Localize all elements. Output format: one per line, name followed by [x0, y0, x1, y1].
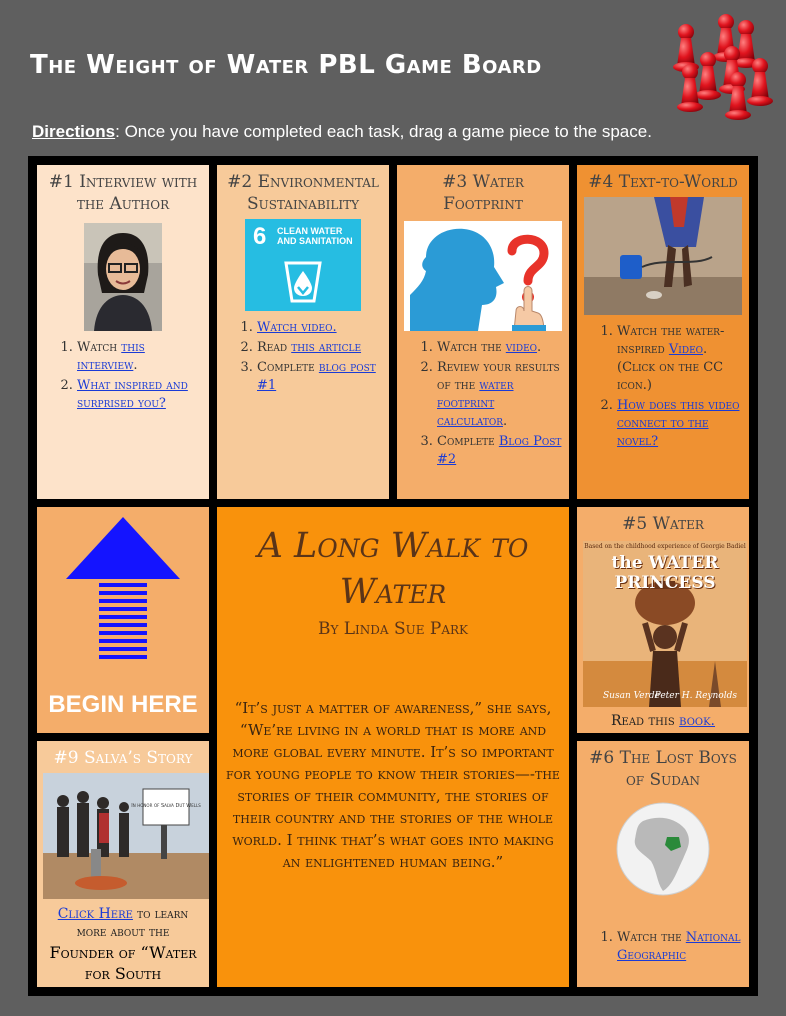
list-item: 1. Watch the National Geographic — [617, 929, 743, 965]
game-pieces-icon[interactable] — [668, 14, 780, 126]
space-title: #5 Water — [622, 514, 704, 534]
salva-water-well-photo — [43, 773, 209, 899]
game-board — [28, 156, 758, 996]
water-princess-cover — [583, 541, 747, 707]
up-arrow-icon — [64, 515, 182, 661]
reflection-link[interactable]: What inspired and surprised you? — [77, 378, 188, 411]
cover-author: Susan Verde — [603, 691, 660, 701]
space-9-salva[interactable] — [37, 741, 209, 987]
article-link[interactable]: this article — [291, 340, 362, 355]
interview-link[interactable]: this interview — [77, 340, 145, 373]
sign-text: In honor of Salva Dut Wells — [131, 803, 201, 809]
space-1-interview[interactable] — [37, 165, 209, 499]
salva-info: Click Here to learn more about the Founder of “Water for South — [43, 905, 203, 984]
sudan-globe-icon — [613, 799, 713, 899]
directions — [32, 122, 652, 142]
list-item — [77, 377, 203, 413]
read-book-line: Read this book. — [610, 713, 716, 729]
list-item: 2. Read this article — [257, 339, 383, 357]
click-here-link[interactable]: Click Here — [57, 906, 133, 922]
task-list — [583, 929, 743, 965]
water-glass-icon — [280, 259, 326, 305]
novel-connection-link[interactable]: How does this video connect to the novel? — [617, 398, 740, 449]
cover-illustrator: Peter H. Reynolds — [654, 691, 737, 701]
task-list — [223, 319, 383, 395]
directions-text: : Once you have completed each task, drag a game piece to the space. — [115, 122, 652, 141]
list-item — [617, 397, 743, 451]
author-quote: “It’s just a matter of awareness,” she says, “We’re living in a world that is more and more global every minute. It’s so important for young people to know their stories—-the stories of their community, the stories of their country and the stories of the whole world. I think that’s what goes into making an enlightened human being.” — [226, 699, 560, 871]
cover-title: the WATER PRINCESS — [611, 553, 719, 593]
begin-here-label: BEGIN HERE — [48, 691, 198, 718]
space-title: #1 Interview with the Author — [48, 172, 198, 214]
list-item: 3. Complete blog post #1 — [257, 359, 383, 395]
task-list — [43, 339, 203, 413]
water-pump-photo — [584, 197, 742, 315]
founder-text: Founder of “Water for South — [49, 943, 197, 983]
cover-tagline: Based on the childhood experience of Georgie Badiel — [584, 543, 746, 550]
space-title: #6 The Lost Boys of Sudan — [589, 748, 737, 790]
badge-text: CLEAN WATER AND SANITATION — [277, 226, 353, 246]
start-space[interactable] — [37, 507, 209, 733]
water-footprint-icon — [404, 221, 562, 331]
list-item: 3. Complete Blog Post #2 — [437, 433, 563, 469]
task-list — [583, 323, 743, 451]
space-5-water[interactable] — [577, 507, 749, 733]
list-item: 1. Watch the water-inspired Video. (Click on the CC icon.) — [617, 323, 743, 395]
blog-post-link[interactable]: blog post #1 — [257, 360, 376, 393]
book-title: A Long Walk to Water — [257, 526, 529, 612]
list-item — [257, 319, 383, 337]
sdg-6-badge — [245, 219, 361, 311]
badge-number: 6 — [253, 223, 267, 250]
list-item: 1. Watch the video. — [437, 339, 563, 357]
space-3-footprint[interactable] — [397, 165, 569, 499]
space-6-lost-boys[interactable] — [577, 741, 749, 987]
page-title: The Weight of Water PBL Game Board — [30, 50, 542, 80]
blog-post-link[interactable]: Blog Post #2 — [437, 434, 562, 467]
space-2-sustainability[interactable] — [217, 165, 389, 499]
directions-label: Directions — [32, 122, 116, 141]
space-4-text-to-world[interactable] — [577, 165, 749, 499]
video-link[interactable]: Video — [668, 342, 704, 357]
space-title: #4 Text-to-World — [588, 172, 738, 192]
author-photo — [84, 223, 162, 331]
space-title: #2 Environmental Sustainability — [227, 172, 379, 214]
nat-geo-link[interactable]: National Geographic — [617, 930, 741, 963]
video-link[interactable]: Watch video. — [257, 320, 337, 335]
book-link[interactable]: book. — [679, 713, 716, 729]
space-title: #3 Water Footprint — [442, 172, 524, 214]
space-title: #9 Salva’s Story — [53, 748, 193, 768]
center-space — [217, 507, 569, 987]
calculator-link[interactable]: water footprint calculator — [437, 378, 514, 429]
task-list — [403, 339, 563, 469]
book-byline: By Linda Sue Park — [317, 619, 469, 639]
list-item: 1. Watch this interview. — [77, 339, 203, 375]
list-item: 2. Review your results of the water footprint calculator. — [437, 359, 563, 431]
video-link[interactable]: video — [505, 340, 538, 355]
